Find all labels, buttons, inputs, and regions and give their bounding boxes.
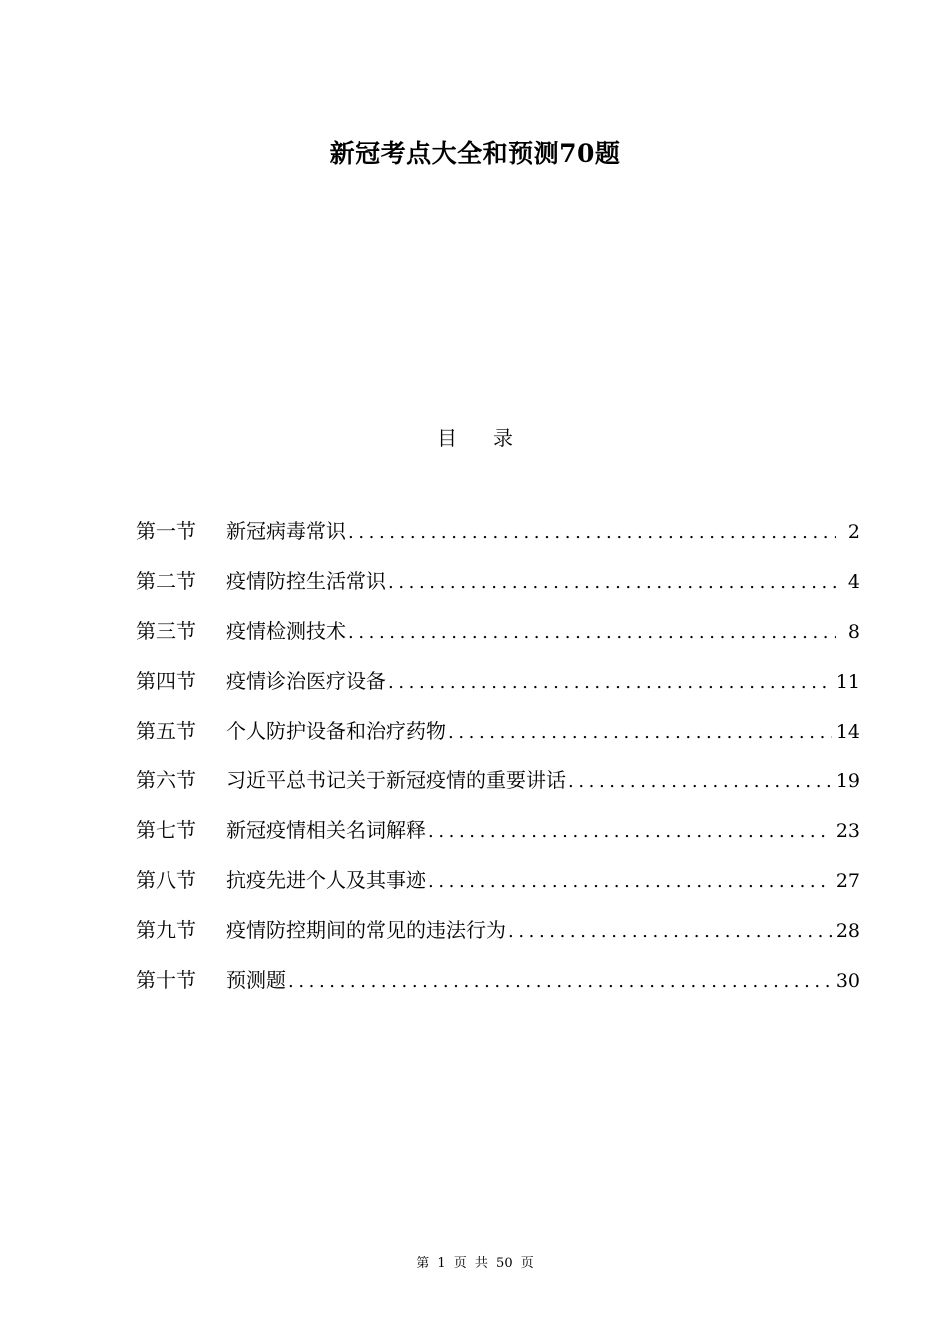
toc-page-number: 30 xyxy=(835,970,860,993)
toc-section-label: 第六节 xyxy=(136,768,196,793)
toc-page-number: 19 xyxy=(835,770,860,793)
toc-page-number: 14 xyxy=(835,720,860,743)
toc-entry-title: 习近平总书记关于新冠疫情的重要讲话 xyxy=(226,768,566,793)
toc-entry-3[interactable] xyxy=(136,615,860,665)
toc-dot-leader xyxy=(508,921,832,942)
toc-heading-part2: 录 xyxy=(493,426,513,450)
toc-entry-title: 预测题 xyxy=(226,968,286,993)
toc-section-label: 第四节 xyxy=(136,668,196,693)
toc-entry-1[interactable] xyxy=(136,515,860,565)
toc-dot-leader xyxy=(448,722,832,743)
toc-section-label: 第八节 xyxy=(136,868,196,893)
toc-section-label: 第一节 xyxy=(136,519,196,543)
toc-section-label: 第九节 xyxy=(136,918,196,943)
toc-page-number: 27 xyxy=(835,870,860,893)
toc-entry-title: 疫情检测技术 xyxy=(226,618,346,643)
toc-entry-9[interactable] xyxy=(136,914,860,964)
toc-page-number: 11 xyxy=(835,670,860,693)
toc-entry-title: 新冠病毒常识 xyxy=(226,519,346,543)
document-title: 新冠考点大全和预测70题 xyxy=(329,139,621,168)
toc-section-label: 第五节 xyxy=(136,718,196,743)
toc-page-number: 2 xyxy=(847,521,860,543)
toc-entry-7[interactable] xyxy=(136,814,860,864)
toc-heading-part1: 目 xyxy=(437,426,457,450)
toc-entry-8[interactable] xyxy=(136,864,860,914)
toc-page-number: 23 xyxy=(835,820,860,843)
toc-section-label: 第三节 xyxy=(136,618,196,643)
toc-dot-leader xyxy=(348,622,836,643)
page-footer: 第 1 页 共 50 页 xyxy=(416,1256,534,1271)
toc-page-number: 4 xyxy=(847,570,860,593)
toc-entry-10[interactable] xyxy=(136,964,860,1014)
toc-entry-2[interactable] xyxy=(136,565,860,615)
toc-entry-4[interactable] xyxy=(136,665,860,715)
toc-entry-5[interactable] xyxy=(136,715,860,765)
toc-dot-leader xyxy=(388,672,832,693)
toc-dot-leader xyxy=(288,971,832,992)
toc-dot-leader xyxy=(348,522,836,543)
toc-section-label: 第二节 xyxy=(136,568,196,593)
toc-entry-title: 疫情防控生活常识 xyxy=(226,568,386,593)
toc-entry-title: 新冠疫情相关名词解释 xyxy=(226,818,426,843)
toc-entry-title: 抗疫先进个人及其事迹 xyxy=(226,868,426,893)
toc-dot-leader xyxy=(388,572,836,593)
toc-section-label: 第十节 xyxy=(136,968,196,993)
toc-entry-6[interactable] xyxy=(136,764,860,814)
toc-section-label: 第七节 xyxy=(136,818,196,843)
toc-page-number: 8 xyxy=(847,620,860,643)
toc-page-number: 28 xyxy=(835,920,860,943)
toc-dot-leader xyxy=(428,821,832,842)
toc-dot-leader xyxy=(568,771,832,792)
toc-list xyxy=(136,515,860,1014)
toc-dot-leader xyxy=(428,871,832,892)
toc-entry-title: 疫情诊治医疗设备 xyxy=(226,668,386,693)
toc-entry-title: 个人防护设备和治疗药物 xyxy=(226,718,446,743)
toc-heading xyxy=(0,422,950,451)
toc-entry-title: 疫情防控期间的常见的违法行为 xyxy=(226,918,506,943)
